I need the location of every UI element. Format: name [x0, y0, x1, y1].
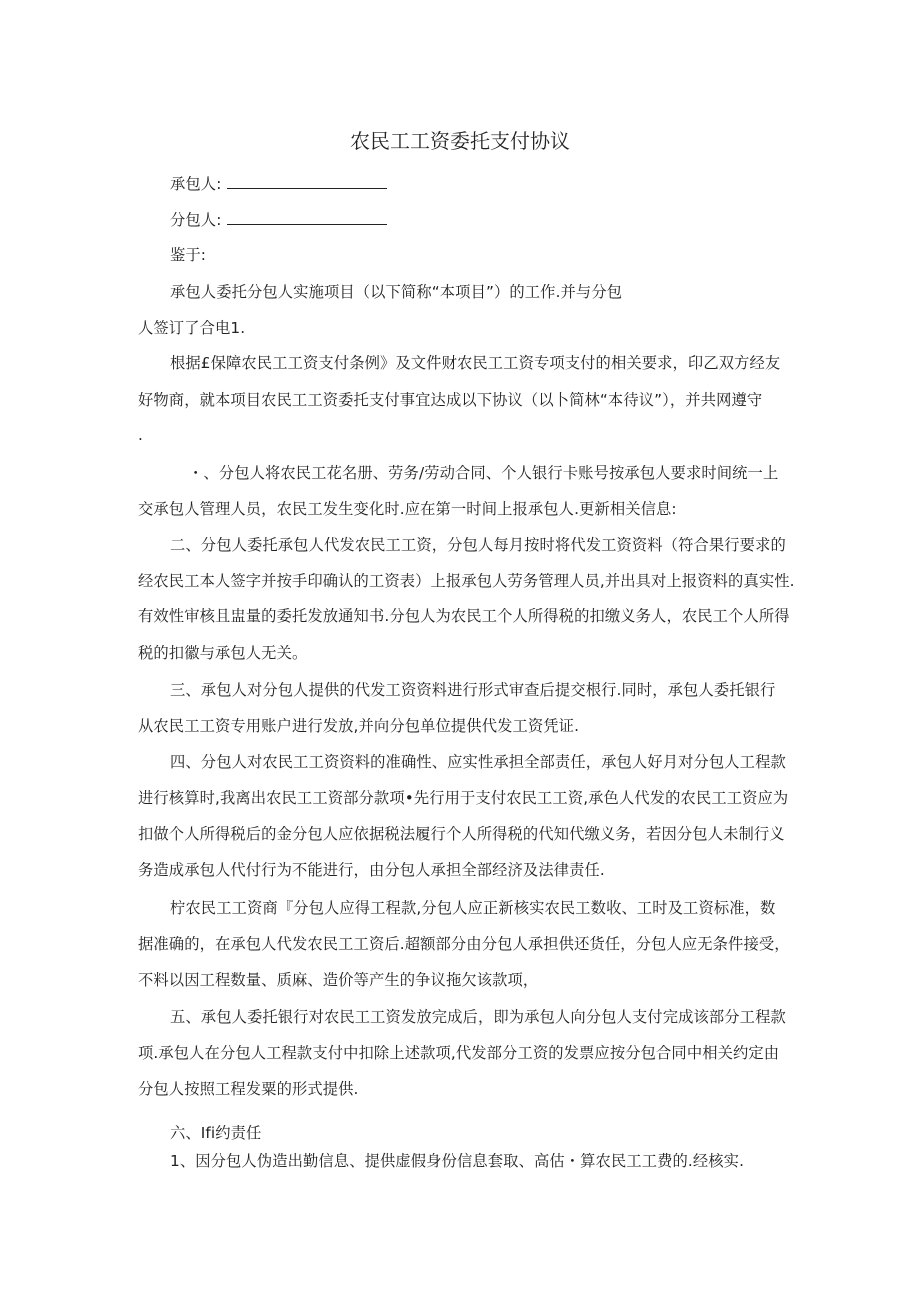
party-a-label: 承包人: — [170, 175, 222, 193]
clause-5-line: 项.承包人在分包人工程款支付中扣除上述款项,代发部分工资的发票应按分包合同中相关约定由 — [138, 1044, 780, 1062]
clause-4-line: 进行核算时,我离出农民工工资部分款项•先行用于支付农民工工资,承色人代发的农民工工资应为 — [138, 789, 789, 807]
party-a-line — [170, 172, 387, 194]
party-b-blank — [227, 208, 387, 225]
clause-5-line: 五、承包人委托银行对农民工工资发放完成后，即为承包人向分包人支付完成该部分工程款 — [170, 1008, 786, 1026]
clause-4b-line: 柠农民工工资商『分包人应得工程款,分包人应正新核实农民工数收、工时及工资标准，数 — [170, 899, 776, 917]
clause-1-line: 交承包人管理人员，农民工发生变化时.应在第一时间上报承包人.更新相关信息: — [138, 500, 677, 518]
intro-line: 承包人委托分包人实施项目（以下简称“本项目”）的工作.并与分包 — [170, 283, 623, 301]
basis-line: 根据£保障农民工工资支付条例》及文件财农民工工资专项支付的相关要求，印乙双方经友 — [170, 354, 781, 372]
clause-3-line: 从农民工工资专用账户进行发放,并向分包单位提供代发工资凭证. — [138, 717, 580, 735]
party-b-line — [170, 208, 387, 230]
clause-4b-line: 不料以因工程数量、质麻、造价等产生的争议拖欠该款项， — [138, 971, 539, 989]
clause-4b-line: 据准确的，在承包人代发农民工工资后.超额部分由分包人承担供还货任，分包人应无条件接受， — [138, 935, 790, 953]
clause-2-line: 税的扣徽与承包人无关。 — [138, 644, 308, 662]
clause-4-line: 四、分包人对农民工工资资料的准确性、应实性承担全部责任，承包人好月对分包人工程款 — [170, 753, 786, 771]
document-title: 农民工工资委托支付协议 — [350, 129, 570, 153]
clause-2-line: 二、分包人委托承包人代发农民工工资，分包人每月按时将代发工资资料（符合果行要求的 — [170, 536, 786, 554]
party-b-label: 分包人: — [170, 211, 222, 229]
clause-4-line: 扣做个人所得税后的金分包人应依据税法履行个人所得税的代知代缴义务，若因分包人未制行义 — [138, 825, 785, 843]
clause-6-item: 1、因分包人伪造出勤信息、提供虚假身份信息套取、高估・算农民工工费的.经核实. — [170, 1152, 745, 1170]
clause-3-line: 三、承包人对分包人提供的代发工资资料进行形式审查后提交根行.同时，承包人委托银行 — [170, 681, 776, 699]
basis-line: 好物商，就本项目农民工工资委托支付事宜达成以下协议（以卜简林“本待议”），并共网遵守 — [138, 391, 763, 409]
clause-4-line: 务造成承包人代付行为不能进行，由分包人承担全部经济及法律责任. — [138, 861, 605, 879]
clause-6-heading: 六、Ifi约责任 — [170, 1124, 262, 1142]
clause-2-line: 经农民工本人签字并按手印确认的工资表）上报承包人劳务管理人员,并出具对上报资料的真实性. — [138, 572, 795, 590]
basis-line: . — [138, 426, 143, 444]
clause-5-line: 分包人按照工程发粟的形式提供. — [138, 1080, 359, 1098]
intro-line: 人签订了合电1. — [138, 319, 246, 337]
clause-2-line: 有效性审核且盅量的委托发放通知书.分包人为农民工个人所得税的扣缴义务人，农民工个人所得 — [138, 607, 790, 625]
party-a-blank — [227, 172, 387, 189]
whereas-label: 鉴于: — [170, 246, 207, 264]
clause-1-line: ・、分包人将农民工花名册、劳务/劳动合同、个人银行卡账号按承包人要求时间统一上 — [188, 464, 779, 482]
